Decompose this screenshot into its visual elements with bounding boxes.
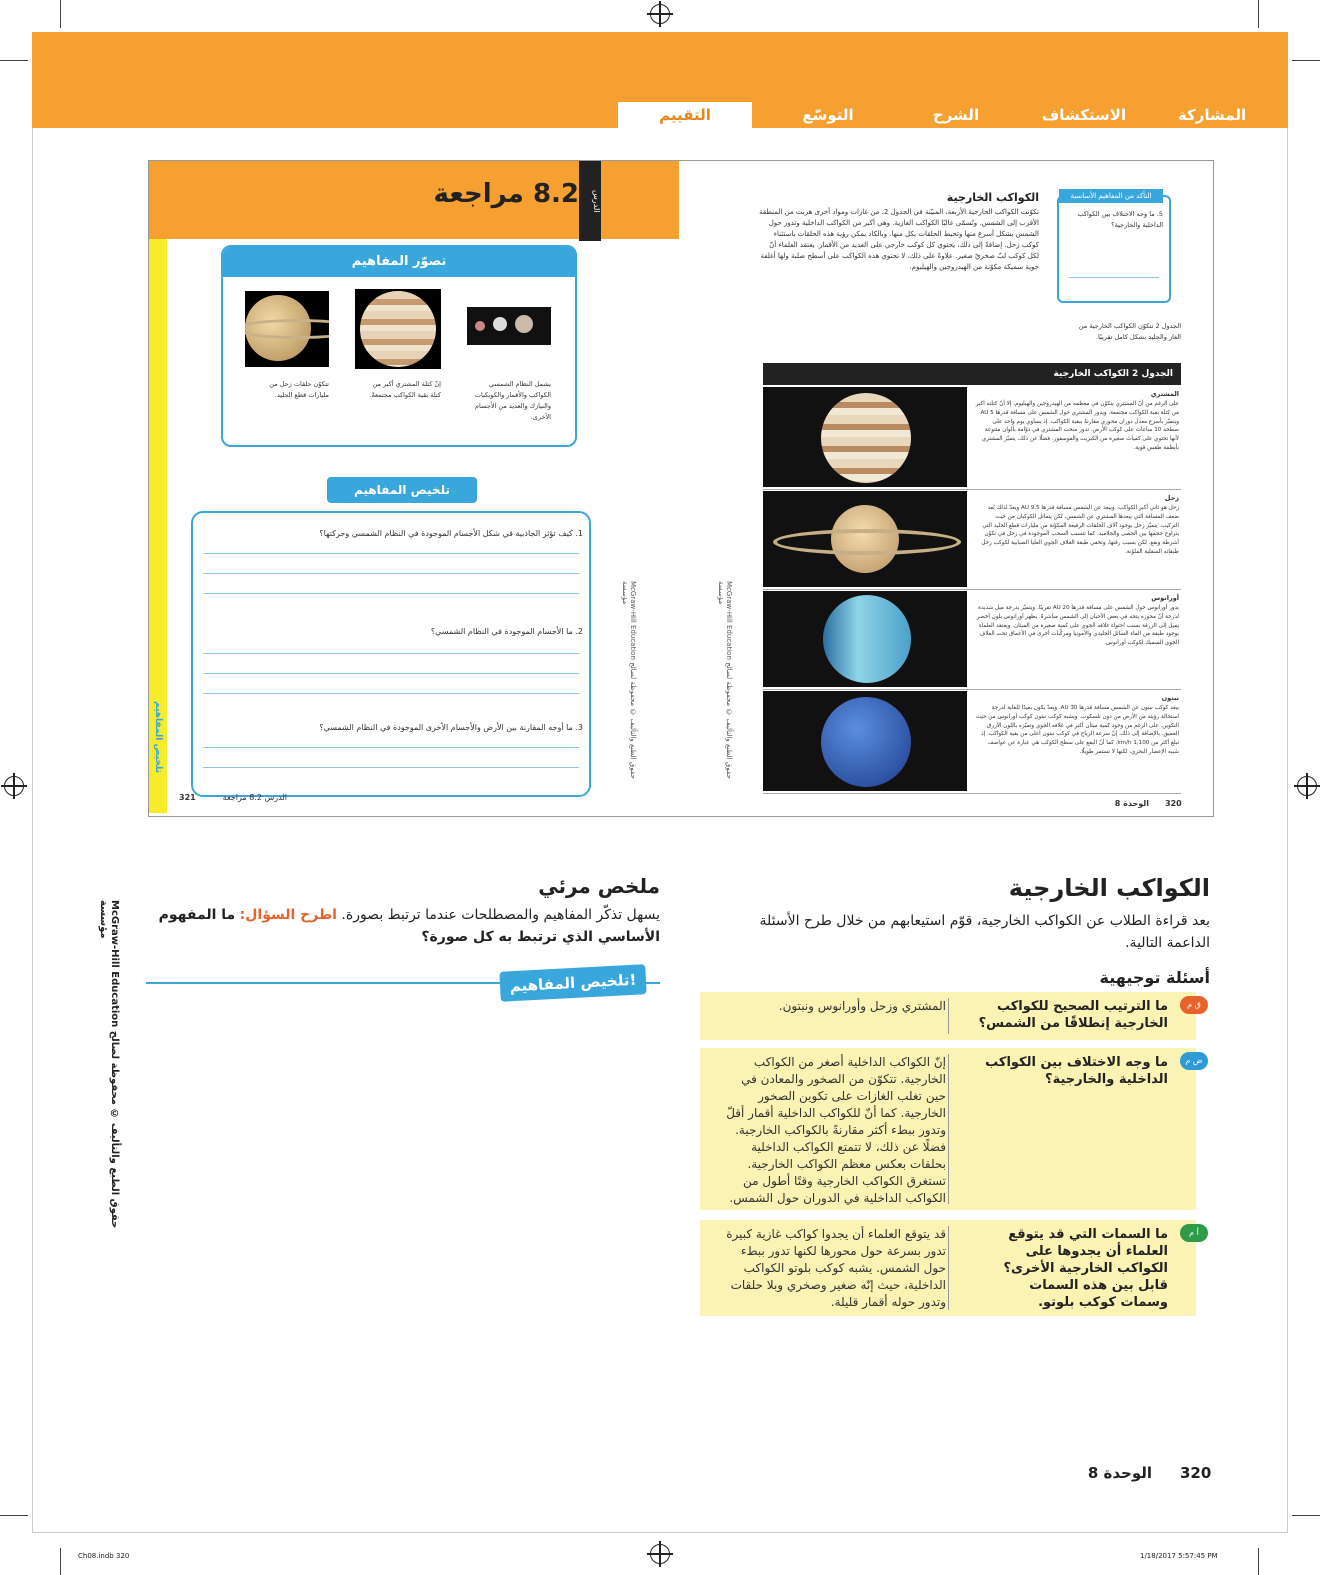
header-bar [32,32,1288,102]
review-page-number: 321 [179,793,196,802]
slug-file: Ch08.indb 320 [78,1552,130,1560]
footer-unit: الوحدة 8 [1087,1464,1152,1482]
answer-line [203,767,579,768]
crop-mark [1258,1548,1259,1575]
review-title: 8.2 مراجعة [433,179,579,209]
crop-mark [1292,1515,1320,1516]
badge-level-2: ض م [1180,1052,1208,1070]
divider [948,1054,949,1204]
answer-line [203,573,579,574]
caption-saturn: تتكوّن حلقات زحل من مليارات قطع الجليد. [269,380,329,399]
visualize-concepts-title: تصوّر المفاهيم [223,247,575,277]
key-concept-box [1057,192,1171,303]
summary-banner: تلخيص المفاهيم [327,477,477,503]
neptune-photo [763,691,967,791]
crop-mark [1258,0,1259,28]
answer-line [203,693,579,694]
tab-explain[interactable]: الشرح [932,106,980,124]
review-question-2: 2. ما الأجسام الموجودة في النظام الشمسي؟ [430,627,583,636]
crop-mark [0,60,28,61]
registration-mark-icon [4,776,24,796]
guiding-question-1 [700,992,1201,1040]
guiding-answer-text: المشتري وزحل وأورانوس ونبتون. [778,999,946,1013]
caption-jupiter: إنّ كتلة المشتري أكبر من كتلة بقية الكواكب مجتمعةً. [369,380,441,399]
guiding-question-3 [700,1220,1199,1316]
footer-page-number: 320 [1180,1464,1212,1482]
answer-line [203,593,579,594]
crop-mark [0,1515,28,1516]
lesson-tab: الدرس [579,161,601,241]
publisher-vertical-teacher: McGraw-Hill Education حقوق الطبع والتأليف © محفوظة لصالح مؤسسة [98,900,120,1229]
uranus-photo [763,591,967,687]
right-page-footer: الوحدة 8 [1114,799,1149,808]
page-border [1287,102,1288,1532]
ask-label: اطرح السؤال: [239,907,337,923]
visualize-concepts-box [221,245,577,447]
jupiter-text: على الرغم من أنّ المشتري يتكوّن في معظمه من الهيدروجين والهيليوم، إلا أنّ كتلته أكبر من كتلة بقية الكواكب مجتمعة. ويدور المشتري حول الشمس على مسافة قدرها 5 AU ويتميّز بأسرع معدل دوران محوري مقارنةً ببقية الكواكب. إذ يساوي يوم واحد على سطحه 10 ساعات على كوكب الأرض. تدور سحب المشتري في دوّامة بألوان متنوعة لأنها تحتوي على كميات صغيرة من الكبريت والفوسفور. فضلًا عن ذلك، يتميّز المشتري بأنظمة طقس قوية. [975,401,1179,451]
visual-summary-body: يسهل تذكّر المفاهيم والمصطلحات عندما ترتبط بصورة. [341,907,660,923]
crop-mark [60,1548,61,1575]
key-concept-banner: التأكد من المفاهيم الأساسية [1059,189,1163,203]
guiding-question-text: ما السمات التي قد يتوقع العلماء أن يجدوها على الكواكب الخارجية الأخرى؟ قابل بين هذه السمات وسمات كوكب بلوتو. [1003,1227,1168,1310]
key-concept-question: 5. ما وجه الاختلاف بين الكواكب الداخلية والخارجية؟ [1077,210,1163,229]
uranus-text: يدور أورانوس حول الشمس على مسافة قدرها 20 AU تقريبًا. ويتميّز بدرجة ميل شديدة لدرجة أنّ محوره يتجه في بعض الأحيان إلى الشمس مباشرةً. يظهر أورانوس بلون أخضر يميل إلى الزرقة بسبب احتواء غلافه الجوي على كمية صغيرة من الميثان. ويعتقد العلماء بوجود طبقة من الماء السائل الجليدي والأمونيا ومركّبات أخرى في الأعماق تحت الغلاف الجوي السميك لكوكب أورانوس. [976,605,1179,647]
review-footer-label: الدرس 8.2 مراجعة [222,793,287,802]
tab-explore[interactable]: الاستكشاف [1041,106,1127,124]
saturn-description [975,493,1179,557]
table-row-uranus [763,589,1181,690]
ask-question: ما المفهوم الأساسي الذي ترتبط به كل صورة؟ [158,907,660,945]
guiding-question-2 [700,1048,1203,1210]
visual-summary-text [150,904,660,948]
tab-engage[interactable]: المشاركة [1177,106,1247,124]
crop-mark [1292,60,1320,61]
summary-banner-teacher: تلخيص المفاهيم! [499,964,646,1002]
right-page-number: 320 [1165,799,1182,808]
page-border [32,1532,1288,1533]
answer-line [203,553,579,554]
outer-planets-body: تكوّنت الكواكب الخارجية الأربعة، المبيّنة في الجدول 2، من غازات ومواد أخرى هربت من المنطقة الأقرب إلى الشمس. وتُسمّى غالبًا الكواكب الغازية. وهي أكبر من الكواكب الداخلية وتدور حول الشمس بشكل أسرع منها وتحيط الحلقات بكل منها. وبالكاد يمكن رؤية هذه الحلقات باستثناء كوكب زحل. إضافةً إلى ذلك، يحتوي كل كوكب خارجي على العديد من الأقمار. يعتقد العلماء أنّ لكل كوكب لبّ صخريّ صغير. علاوةً على ذلك، لا تحتوي هذه الكواكب على أسطح صلبة ولها أغلفة جوية سميكة مكوّنة من الهيدروجين والهيليوم. [759,208,1039,271]
registration-mark-icon [650,4,670,24]
jupiter-image [355,289,441,369]
student-pages-preview [148,160,1214,817]
table-row-saturn [763,489,1181,590]
badge-level-1: ق م [1180,996,1208,1014]
guiding-answer-text: إنّ الكواكب الداخلية أصغر من الكواكب الخارجية. تتكوّن من الصخور والمعادن في حين تغلب الغازات على تكوين الصخور الخارجية. كما أنّ للكواكب الداخلية أقمار أقلّ وتدور ببطء أكثر مقارنةً بالكواكب الخارجية. فضلًا عن ذلك، لا تتمتع الكواكب الداخلية بحلقات بعكس معظم الكواكب الخارجية. تستغرق الكواكب الخارجية وقتًا أطول من الكواكب الداخلية في الدوران حول الشمس. [726,1055,946,1205]
solar-system-image [467,307,551,345]
jupiter-photo [763,387,967,487]
answer-line [203,747,579,748]
table-caption: الجدول 2 تتكوّن الكواكب الخارجية من الغاز والجليد بشكل كامل تقريبًا. [1078,322,1181,341]
visual-summary-title: ملخص مرئي [538,874,660,898]
registration-mark-icon [650,1544,670,1564]
crop-mark [60,0,61,28]
page-border [32,102,33,1532]
divider [948,998,949,1034]
neptune-text: يبعد كوكب نبتون عن الشمس مسافة قدرها 30 AU. ويعدّ يكون بعيدًا للغاية لدرجة استحالة رؤيته من الأرض من دون تلسكوب. ويشبه كوكب نبتون كوكب أورانوس من حيث التكوين. على الرغم من وجود كمية ميثان أكبر في غلافه الجوي وتميّزه باللون الأزرق العميق. بالإضافة إلى ذلك، إنّ سرعة الرياح في كوكب نبتون أعلى من بقية الكواكب. إذ تبلغ أكثر من 1,100 km/h. كما أنّ البقع على سطح الكوكب هي عبارة عن عواصف شبيه الإعصار البحري، لكنها لا تستمر طويلًا. [975,705,1179,755]
answer-line [203,653,579,654]
teacher-intro: بعد قراءة الطلاب عن الكواكب الخارجية، قوّم استيعابهم من خلال طرح الأسئلة الداعمة التالية. [759,913,1210,951]
tab-bar [32,102,1288,128]
table-row-jupiter [763,385,1181,490]
saturn-image [245,291,329,367]
guiding-question-text: ما وجه الاختلاف بين الكواكب الداخلية والخارجية؟ [985,1055,1168,1087]
review-questions-box [191,511,591,797]
badge-level-3: أ م [1180,1224,1208,1242]
outer-planets-heading: الكواكب الخارجية [946,191,1039,204]
answer-line [1069,277,1159,278]
table-title: الجدول 2 الكواكب الخارجية [763,363,1181,385]
jupiter-name: المشتري [1150,390,1179,398]
answer-line [203,673,579,674]
review-question-3: 3. ما أوجه المقارنة بين الأرض والأجسام الأخرى الموجودة في النظام الشمسي؟ [319,723,583,732]
neptune-name: نبتون [1161,694,1179,702]
jupiter-description [975,389,1179,453]
publisher-vertical-left: McGraw-Hill Education حقوق الطبع والتأليف © محفوظة لصالح مؤسسة [621,581,637,779]
divider [948,1226,949,1310]
uranus-name: أورانوس [1151,594,1179,602]
slug-date: 1/18/2017 5:57:45 PM [1140,1552,1218,1560]
uranus-description [975,593,1179,648]
teacher-heading: الكواكب الخارجية [1008,874,1210,902]
saturn-photo [763,491,967,587]
guiding-question-text: ما الترتيب الصحيح للكواكب الخارجية إنطلاقًا من الشمس؟ [978,999,1168,1031]
guiding-questions-title: أسئلة توجيهية [1099,968,1210,987]
saturn-text: زحل هو ثاني أكبر الكواكب. ويبعد عن الشمس مسافة قدرها 9.5 AU ويعدّ لذلك بُعد ضعف المسافة التي يبعدها المشتري عن الشمس. لكن يتماثل الكوكبان من حيث التركيب. يتميّز زحل بوجود آلاف الحلقات الرفيعة المكوّنة من مليارات قطع الجليد التي يتراوح حجمها بين الحصى والجلاميد. كما تتسبب السحب الموجودة في زحل في تكوّن أشرطة وبقع. لكن بسبب رقتها، وتخفي طبقة الغلاف الجوي العليا الضبابية لكوكب زحل طبقاته السفلية الملوّنة. [981,505,1179,555]
neptune-description [975,693,1179,757]
publisher-vertical-right: McGraw-Hill Education حقوق الطبع والتأليف © محفوظة لصالح مؤسسة [717,581,733,779]
review-question-1: 1. كيف تؤثر الجاذبية في شكل الأجسام الموجودة في النظام الشمسي وحركتها؟ [319,529,583,538]
registration-mark-icon [1297,776,1317,796]
saturn-name: زحل [1164,494,1179,502]
side-label: تلخيص المفاهيم [153,701,163,773]
table-row-neptune [763,689,1181,794]
caption-solar-system: يشمل النظام الشمسي الكواكب والأقمار والكويكبات والنيازك والعديد من الأجسام الأخرى. [474,380,551,421]
tab-elaborate[interactable]: التوسّع [802,106,854,124]
guiding-answer-text: قد يتوقع العلماء أن يجدوا كواكب غازية كبيرة تدور بسرعة حول محورها لكنها تدور ببطء حول الشمس. يشبه كوكب بلوتو الكواكب الداخلية، حيث إنّه صغير وصخري وبلا حلقات وتدور حوله أقمار قليلة. [726,1227,946,1309]
tab-evaluate[interactable]: التقييم [618,102,752,128]
